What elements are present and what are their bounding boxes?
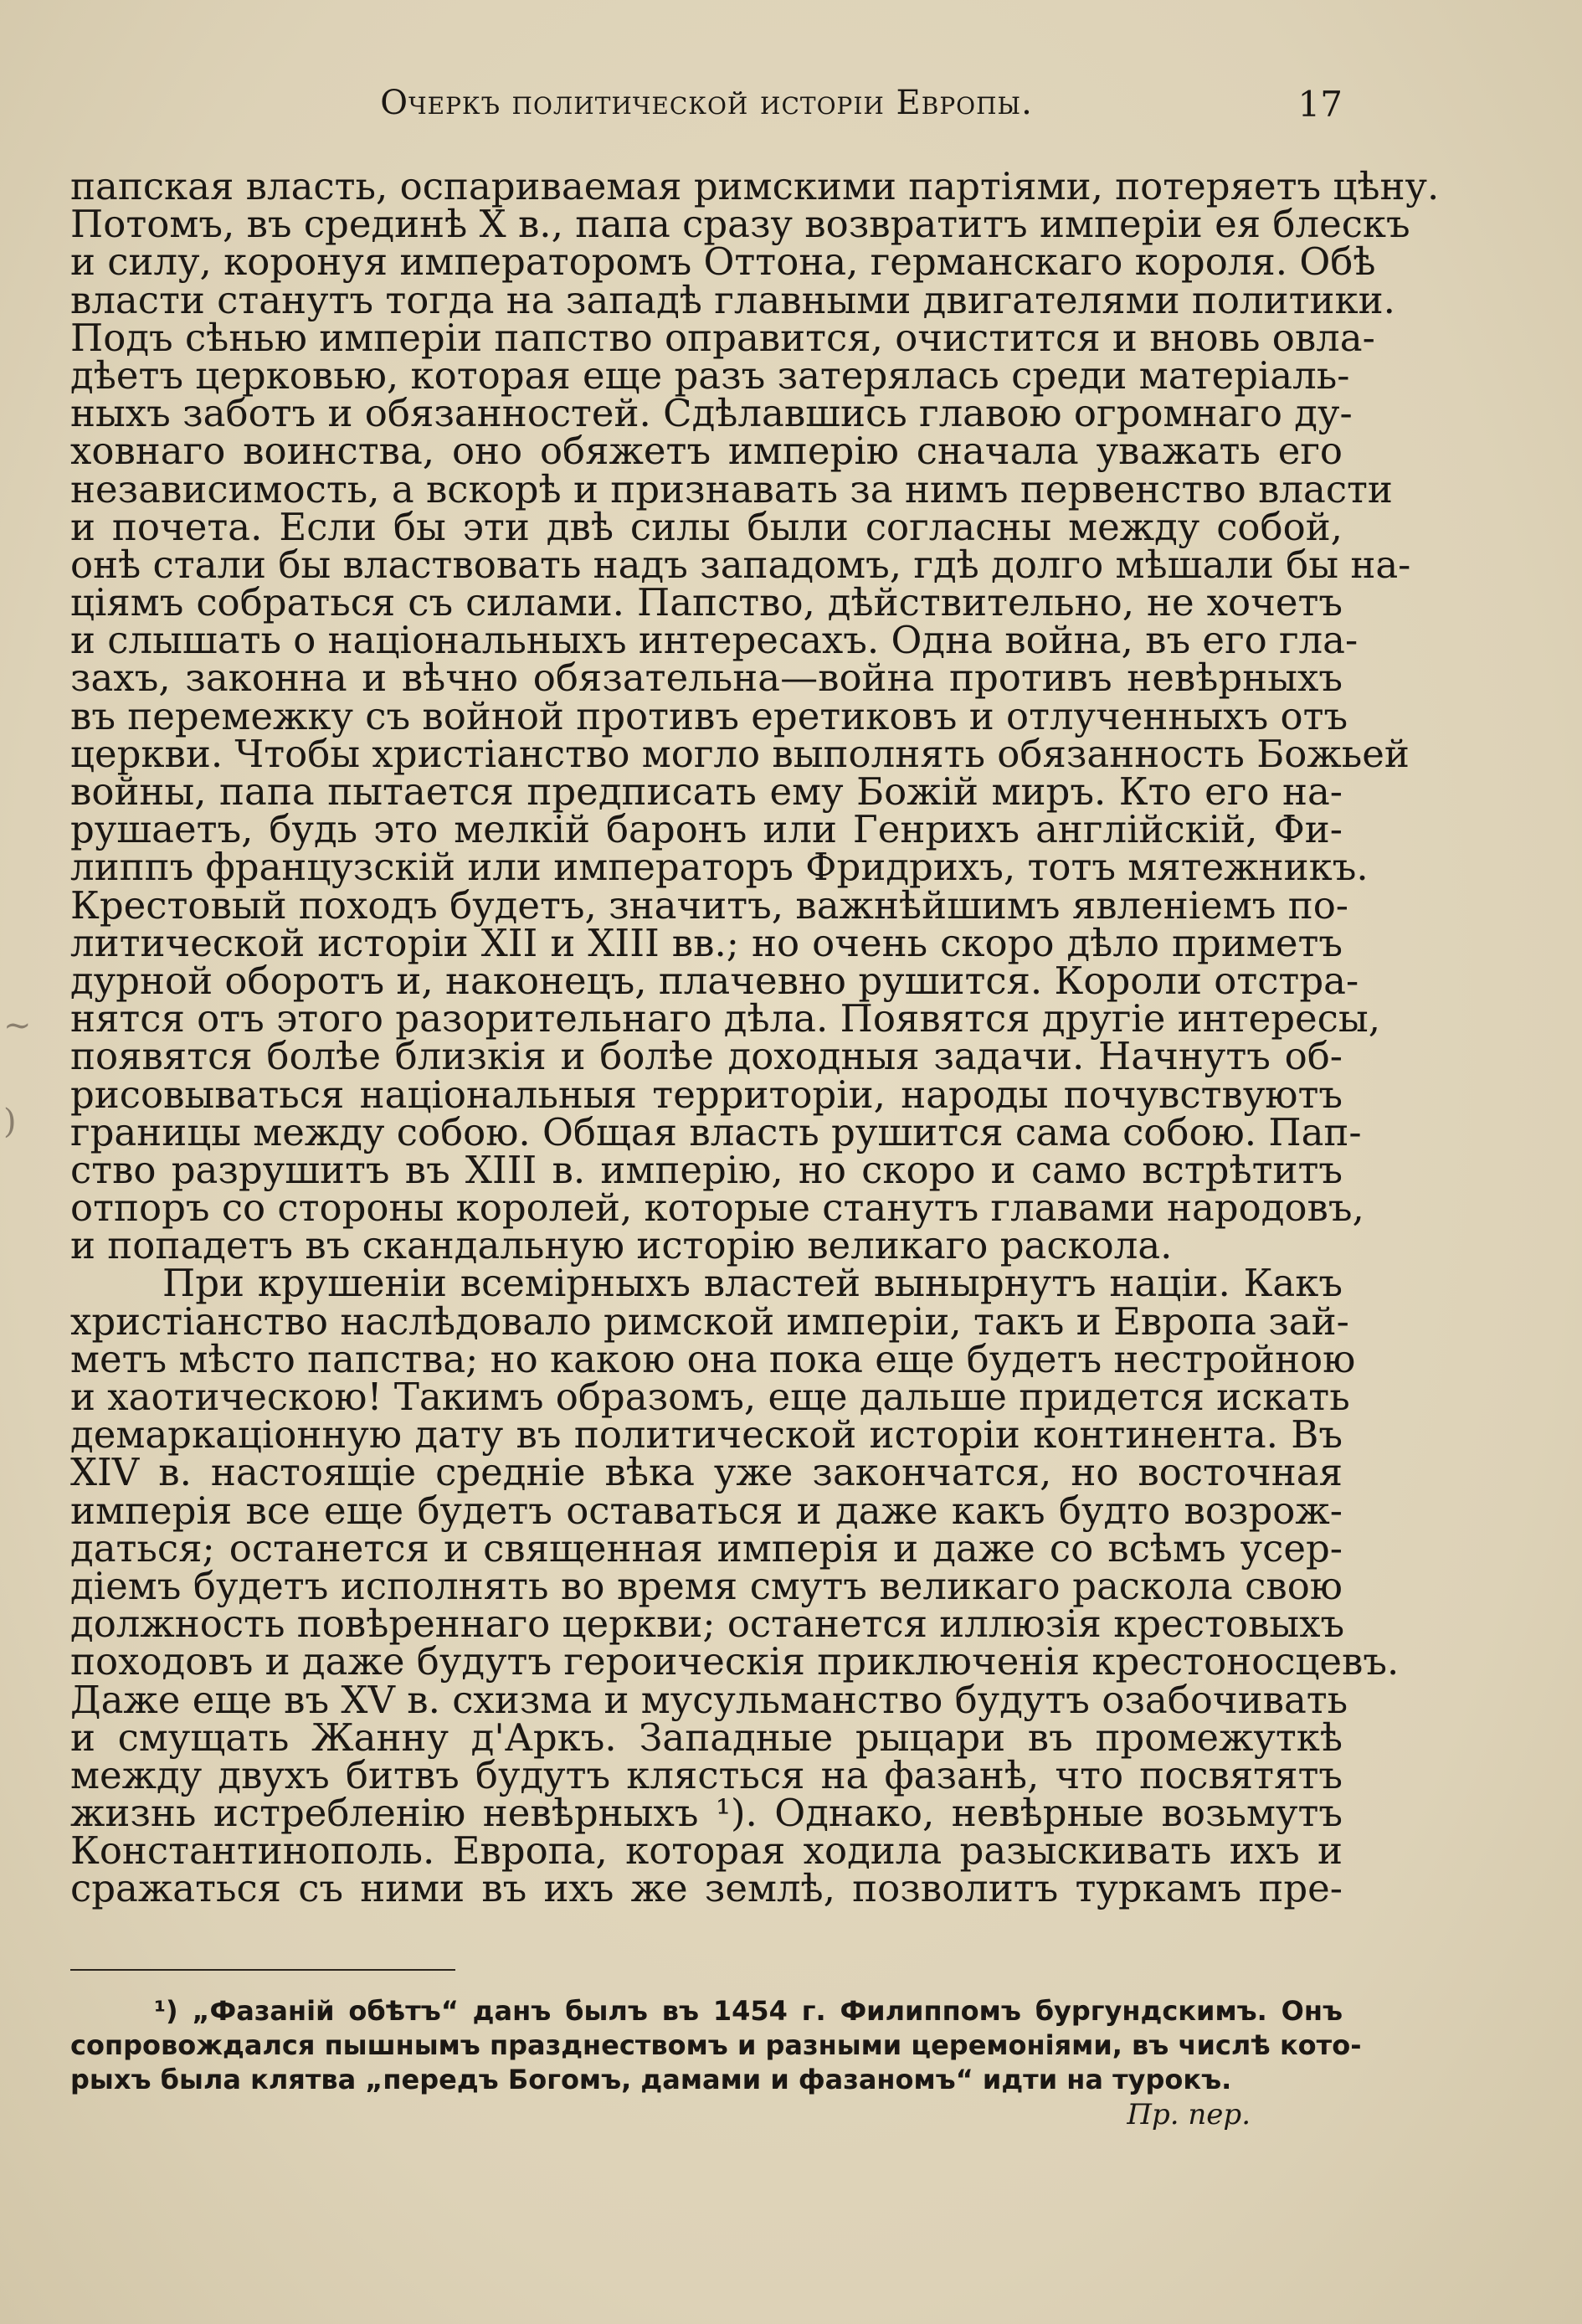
text-line: Подъ сѣнью имперіи папство оправится, очистится и вновь овла- xyxy=(70,315,1375,360)
text-line: XIV в. настоящіе средніе вѣка уже закончатся, но восточная xyxy=(70,1450,1343,1495)
margin-pencil-mark: ~ xyxy=(3,1006,32,1045)
text-line: рисовываться національныя территоріи, народы почувствуютъ xyxy=(70,1072,1343,1117)
text-line: дурной оборотъ и, наконецъ, плачевно рушится. Короли отстра- xyxy=(70,958,1359,1003)
footnote-line: сопровождался пышнымъ празднествомъ и разными церемоніями, въ числѣ кото- xyxy=(70,2029,1362,2061)
text-line: христіанство наслѣдовало римской имперіи, такъ и Европа зай- xyxy=(70,1298,1349,1344)
text-line: ціямъ собраться съ силами. Папство, дѣйствительно, не хочетъ xyxy=(70,580,1343,625)
text-line: и смущать Жанну д'Аркъ. Западные рыцари въ промежуткѣ xyxy=(70,1715,1343,1760)
text-line: онѣ стали бы властвовать надъ западомъ, гдѣ долго мѣшали бы на- xyxy=(70,542,1411,587)
text-line: жизнь истребленію невѣрныхъ ¹). Однако, невѣрные возьмутъ xyxy=(70,1791,1343,1836)
footnote-line: рыхъ была клятва „передъ Богомъ, дамами и фазаномъ“ идти на турокъ. xyxy=(70,2064,1232,2095)
text-line: даться; останется и священная имперія и даже со всѣмъ усер- xyxy=(70,1525,1343,1571)
text-line: При крушеніи всемірныхъ властей вынырнутъ націи. Какъ xyxy=(162,1261,1343,1306)
text-line: независимость, а вскорѣ и признавать за нимъ первенство власти xyxy=(70,466,1393,512)
text-line: и попадетъ въ скандальную исторію великаго раскола. xyxy=(70,1223,1173,1268)
text-line: Потомъ, въ срединѣ X в., папа сразу возвратитъ имперіи ея блескъ xyxy=(70,202,1410,247)
text-line: церкви. Чтобы христіанство могло выполнять обязанность Божьей xyxy=(70,731,1410,776)
text-line: Крестовый походъ будетъ, значитъ, важнѣйшимъ явленіемъ по- xyxy=(70,882,1349,928)
text-line: ныхъ заботъ и обязанностей. Сдѣлавшись главою огромнаго ду- xyxy=(70,391,1353,436)
footnote-line: ¹) „Фазаній обѣтъ“ данъ былъ въ 1454 г. Филиппомъ бургундскимъ. Онъ xyxy=(154,1995,1343,2027)
text-line: въ перемежку съ войной противъ еретиковъ и отлученныхъ отъ xyxy=(70,693,1348,738)
text-line: появятся болѣе близкія и болѣе доходныя задачи. Начнутъ об- xyxy=(70,1034,1343,1079)
text-line: дѣетъ церковью, которая еще разъ затерялась среди матеріаль- xyxy=(70,352,1350,398)
text-line: литической исторіи XII и XIII вв.; но очень скоро дѣло приметъ xyxy=(70,920,1343,965)
text-line: и хаотическою! Такимъ образомъ, еще дальше придется искать xyxy=(70,1375,1350,1419)
text-line: отпоръ со стороны королей, которые станутъ главами народовъ, xyxy=(70,1185,1364,1231)
body-text xyxy=(70,164,1440,1911)
page-number: 17 xyxy=(1297,84,1343,125)
text-line: рушаетъ, будь это мелкій баронъ или Генрихъ англійскій, Фи- xyxy=(70,807,1343,852)
footnote-rule xyxy=(70,1969,455,1971)
text-line: походовъ и даже будутъ героическія приключенія крестоносцевъ. xyxy=(70,1639,1400,1684)
text-line: сражаться съ ними въ ихъ же землѣ, позволитъ туркамъ пре- xyxy=(70,1866,1343,1911)
text-line: и силу, коронуя императоромъ Оттона, германскаго короля. Обѣ xyxy=(70,239,1376,285)
text-line: Константинополь. Европа, которая ходила разыскивать ихъ и xyxy=(70,1828,1343,1874)
text-line: метъ мѣсто папства; но какою она пока еще будетъ нестройною xyxy=(70,1336,1356,1381)
margin-pencil-mark: ) xyxy=(3,1103,17,1141)
text-line: должность повѣреннаго церкви; останется иллюзія крестовыхъ xyxy=(70,1602,1345,1647)
text-line: и почета. Если бы эти двѣ силы были согласны между собой, xyxy=(70,504,1343,549)
text-line: власти станутъ тогда на западѣ главными двигателями политики. xyxy=(70,277,1395,322)
text-line: ховнаго воинства, оно обяжетъ имперію сначала уважать его xyxy=(70,429,1343,474)
text-line: липпъ французскій или императоръ Фридрихъ, тотъ мятежникъ. xyxy=(70,845,1369,890)
running-title: Очеркъ политической исторіи Европы. xyxy=(380,84,1033,122)
text-line: и слышать о національныхъ интересахъ. Одна война, въ его гла- xyxy=(70,618,1359,663)
footnote xyxy=(70,1994,1362,2132)
text-line: границы между собою. Общая власть рушится сама собою. Пап- xyxy=(70,1109,1362,1154)
text-line: діемъ будетъ исполнять во время смутъ великаго раскола свою xyxy=(70,1563,1343,1608)
text-line: демаркаціонную дату въ политической исторіи континента. Въ xyxy=(70,1412,1343,1458)
text-line: имперія все еще будетъ оставаться и даже какъ будто возрож- xyxy=(70,1488,1343,1533)
text-line: ство разрушитъ въ XIII в. имперію, но скоро и само встрѣтитъ xyxy=(70,1147,1343,1192)
text-line: между двухъ битвъ будутъ клясться на фазанѣ, что посвятятъ xyxy=(70,1752,1343,1797)
text-line: войны, папа пытается предписать ему Божій миръ. Кто его на- xyxy=(70,769,1343,814)
text-line: нятся отъ этого разорительнаго дѣла. Появятся другіе интересы, xyxy=(70,996,1381,1041)
text-line: захъ, законна и вѣчно обязательна—война противъ невѣрныхъ xyxy=(70,656,1343,701)
page-header xyxy=(70,84,1343,134)
text-line: Даже еще въ XV в. схизма и мусульманство будутъ озабочивать xyxy=(70,1677,1348,1722)
text-line: папская власть, оспариваемая римскими партіями, потеряетъ цѣну. xyxy=(70,164,1440,208)
translator-note-signature: Пр. пер. xyxy=(1127,2098,1251,2131)
